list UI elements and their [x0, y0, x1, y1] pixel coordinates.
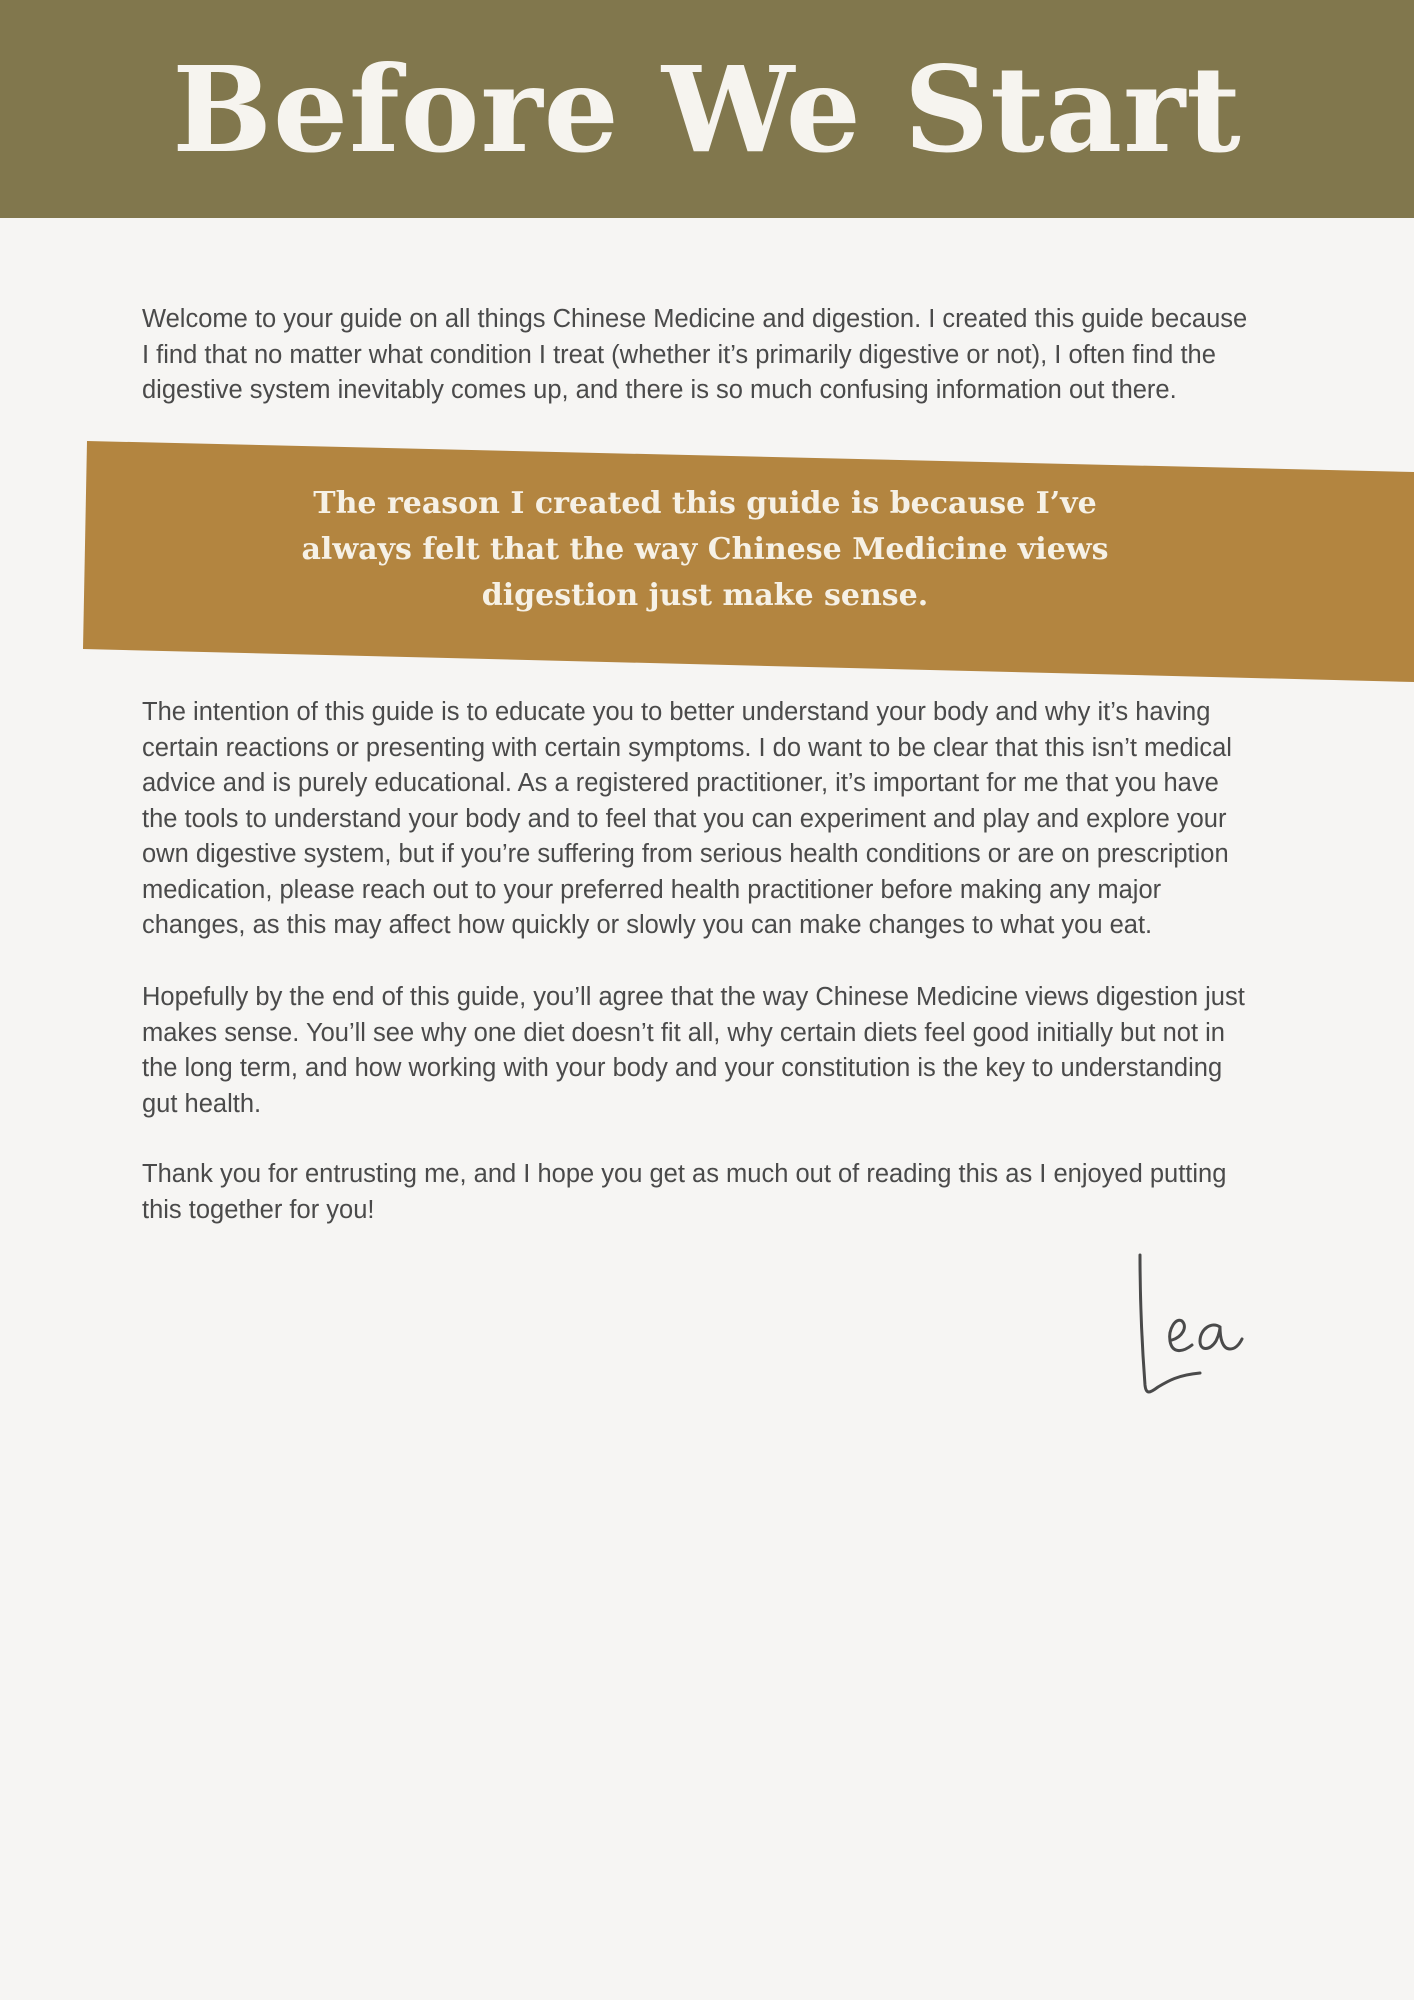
signature-lea	[1120, 1245, 1250, 1405]
body-paragraph-thanks: Thank you for entrusting me, and I hope you get as much out of reading this as I enjoyed putting this together for you!	[142, 1160, 1227, 1224]
page-title: Before We Start	[172, 40, 1242, 179]
body-paragraph-intention: The intention of this guide is to educate you to better understand your body and why it’s having certain reactions or presenting with certain symptoms. I do want to be clear that this isn’t medical advice and is purely educational. As a registered practitioner, it’s important for me that you have the tools to understand your body and to feel that you can experiment and play and explore your own digestive system, but if you’re suffering from serious health conditions or are on prescription medication, please reach out to your preferred health practitioner before making any major changes, as this may affect how quickly or slowly you can make changes to what you eat.	[142, 698, 1232, 939]
quote-text: The reason I created this guide is because I’ve always felt that the way Chinese Medicine views digestion just make sense.	[301, 486, 1109, 613]
body-paragraph-hopefully: Hopefully by the end of this guide, you’ll agree that the way Chinese Medicine views digestion just makes sense. You’ll see why one diet doesn’t fit all, why certain diets feel good initially but not in the long term, and how working with your body and your constitution is the key to understanding gut health.	[142, 983, 1245, 1118]
intro-paragraph: Welcome to your guide on all things Chinese Medicine and digestion. I created this guide because I find that no matter what condition I treat (whether it’s primarily digestive or not), I often find the digestive system inevitably comes up, and there is so much confusing information out there.	[142, 305, 1248, 404]
header-banner	[0, 0, 1414, 218]
